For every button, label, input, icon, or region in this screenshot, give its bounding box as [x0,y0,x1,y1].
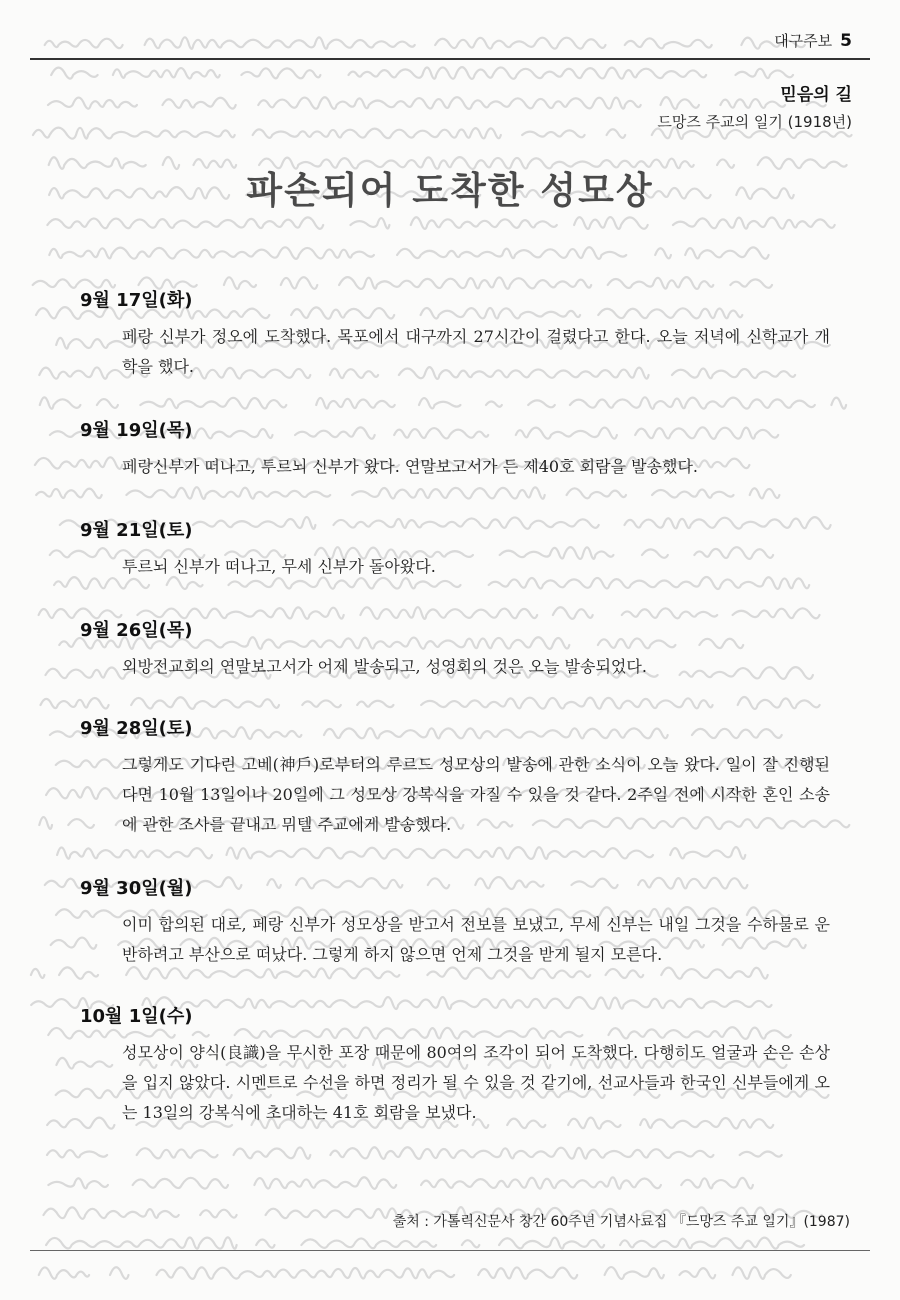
script-line [41,697,841,709]
diary-entry [80,1002,830,1128]
section-subtitle: 드망즈 주교의 일기 (1918년) [657,113,852,131]
diary-entry [80,874,830,970]
footer-divider [30,1250,870,1251]
entry-text: 이미 합의된 대로, 페랑 신부가 성모상을 받고서 전보를 보냈고, 무세 신부는 내일 그것을 수하물로 운반하려고 부산으로 떠났다. 그렇게 하지 않으면 언제 그것을 받게 될지 모른다. [122,915,830,964]
section-title: 믿음의 길 [780,85,852,105]
entry-date: 9월 21일(토) [80,520,193,541]
entry-date: 9월 26일(목) [80,620,193,641]
script-line [48,1177,778,1189]
entry-text: 성모상이 양식(良識)을 무시한 포장 때문에 80여의 조각이 되어 도착했다. 다행히도 얼굴과 손은 손상을 입지 않았다. 시멘트로 수선을 하면 정리가 될 수 있을 것 같기에, 선교사들과 한국인 신부들에게 오는 13일의 강복식에 초대하는 41호 회람을 보냈다. [122,1043,830,1122]
script-line [47,217,834,229]
entry-text: 그렇게도 기다린 고베(神戶)로부터의 루르드 성모상의 발송에 관한 소식이 오늘 왔다. 일이 잘 진행된다면 10월 13일이나 20일에 그 성모상 강복식을 가질 수 있을 것 같다. 2주일 전에 시작한 혼인 소송에 관한 조사를 끝내고 뮈텔 주교에게 발송했다. [122,755,830,834]
entry-text: 페랑신부가 떠나고, 투르뇌 신부가 왔다. 연말보고서가 든 제40호 회람을 발송했다. [122,457,698,476]
script-line [40,397,846,409]
entry-text: 외방전교회의 연말보고서가 어제 발송되고, 성영회의 것은 오늘 발송되었다. [122,657,647,676]
script-line [39,1267,791,1279]
entry-date: 9월 28일(토) [80,718,193,739]
script-line [51,67,793,79]
script-line [57,847,769,859]
entry-date: 10월 1일(수) [80,1006,193,1027]
entry-date: 9월 17일(화) [80,290,193,311]
diary-entry [80,714,830,840]
page-header [30,22,870,60]
publication-name: 대구주보 [774,32,833,50]
article-title: 파손되어 도착한 성모상 [246,169,654,212]
entry-date: 9월 30일(월) [80,878,193,899]
script-line [36,487,804,499]
section-label [657,80,852,132]
diary-entry [80,516,830,582]
script-line [46,1237,823,1248]
page-number: 5 [840,31,852,51]
diary-entry [80,286,830,382]
script-line [47,1147,804,1159]
entry-date: 9월 19일(목) [80,420,193,441]
diary-entry [80,416,830,482]
entry-text: 투르뇌 신부가 떠나고, 무세 신부가 돌아왔다. [122,557,436,576]
entry-text: 페랑 신부가 정오에 도착했다. 목포에서 대구까지 27시간이 걸렸다고 한다. 오늘 저녁에 신학교가 개학을 했다. [122,327,830,376]
source-citation: 출처 : 가톨릭신문사 창간 60주년 기념사료집 『드망즈 주교 일기』(1987) [392,1214,850,1230]
diary-entry [80,616,830,682]
script-line [49,247,768,259]
